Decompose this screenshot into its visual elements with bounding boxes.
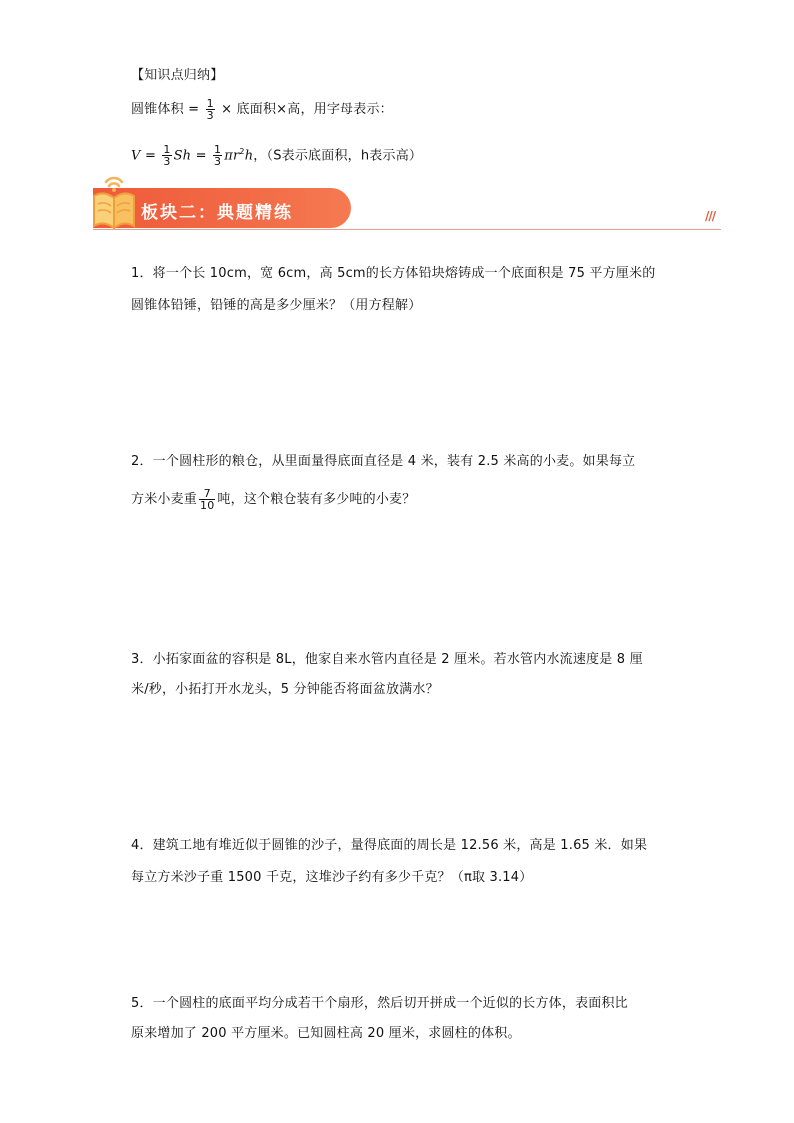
formula-text: = [144, 148, 157, 164]
problem-text: 方米小麦重 [131, 492, 198, 507]
problem-3-line-2: 米/秒，小拓打开水龙头，5 分钟能否将面盆放满水？ [131, 682, 439, 697]
fraction-denominator: 3 [163, 155, 171, 169]
formula-symbol: Sh [173, 148, 192, 164]
formula-symbol: V [131, 148, 141, 164]
section-title: 板块二：典题精练 [141, 203, 293, 223]
formula-symbol: h [244, 148, 254, 164]
cone-volume-formula [131, 98, 393, 121]
problem-4-line-2: 每立方米沙子重 1500 千克，这堆沙子约有多少千克？（π取 3.14） [131, 870, 533, 885]
problem-1-line-1: 1．将一个长 10cm，宽 6cm，高 5cm的长方体铅块熔铸成一个底面积是 75 平方厘米的 [131, 266, 656, 281]
fraction-numerator: 1 [163, 143, 171, 157]
book-wifi-icon [88, 168, 140, 232]
problem-2-line-1: 2．一个圆柱形的粮仓，从里面量得底面直径是 4 米，装有 2.5 米高的小麦。如果每立 [131, 454, 636, 469]
fraction-denominator: 3 [214, 155, 222, 169]
fraction-denominator: 10 [200, 499, 215, 512]
problem-5-line-2: 原来增加了 200 平方厘米。已知圆柱高 20 厘米，求圆柱的体积。 [131, 1026, 521, 1041]
formula-text: ，（S表示底面积，h表示高） [253, 148, 423, 164]
fraction-numerator: 1 [214, 143, 222, 157]
formula-text: = [195, 148, 207, 164]
fraction-one-third [162, 144, 171, 167]
fraction-numerator: 1 [206, 97, 214, 110]
problem-text: 吨，这个粮仓装有多少吨的小麦？ [217, 492, 416, 507]
cone-volume-letter-formula [131, 142, 422, 167]
fraction-one-third [206, 98, 215, 121]
decorative-slashes: /// [705, 209, 716, 223]
problem-5-line-1: 5．一个圆柱的底面平均分成若干个扇形，然后切开拼成一个近似的长方体，表面积比 [131, 996, 628, 1011]
fraction-one-third [213, 144, 222, 167]
superscript-two: 2 [239, 147, 245, 156]
fraction-denominator: 3 [206, 109, 214, 122]
formula-text: × 底面积×高，用字母表示： [221, 102, 393, 117]
formula-symbol: πr [224, 148, 240, 164]
section-divider [93, 229, 721, 230]
problem-3-line-1: 3．小拓家面盆的容积是 8L，他家自来水管内直径是 2 厘米。若水管内水流速度是 8 厘 [131, 652, 643, 667]
fraction-numerator: 7 [203, 487, 211, 500]
formula-text: 圆锥体积 = [131, 102, 200, 117]
fraction-seven-tenths [199, 488, 215, 511]
knowledge-heading: 【知识点归纳】 [131, 68, 224, 83]
problem-1-line-2: 圆锥体铅锤，铅锤的高是多少厘米？（用方程解） [131, 298, 422, 313]
problem-4-line-1: 4．建筑工地有堆近似于圆锥的沙子，量得底面的周长是 12.56 米，高是 1.65 米．如果 [131, 838, 648, 853]
problem-2-line-2 [131, 488, 415, 511]
